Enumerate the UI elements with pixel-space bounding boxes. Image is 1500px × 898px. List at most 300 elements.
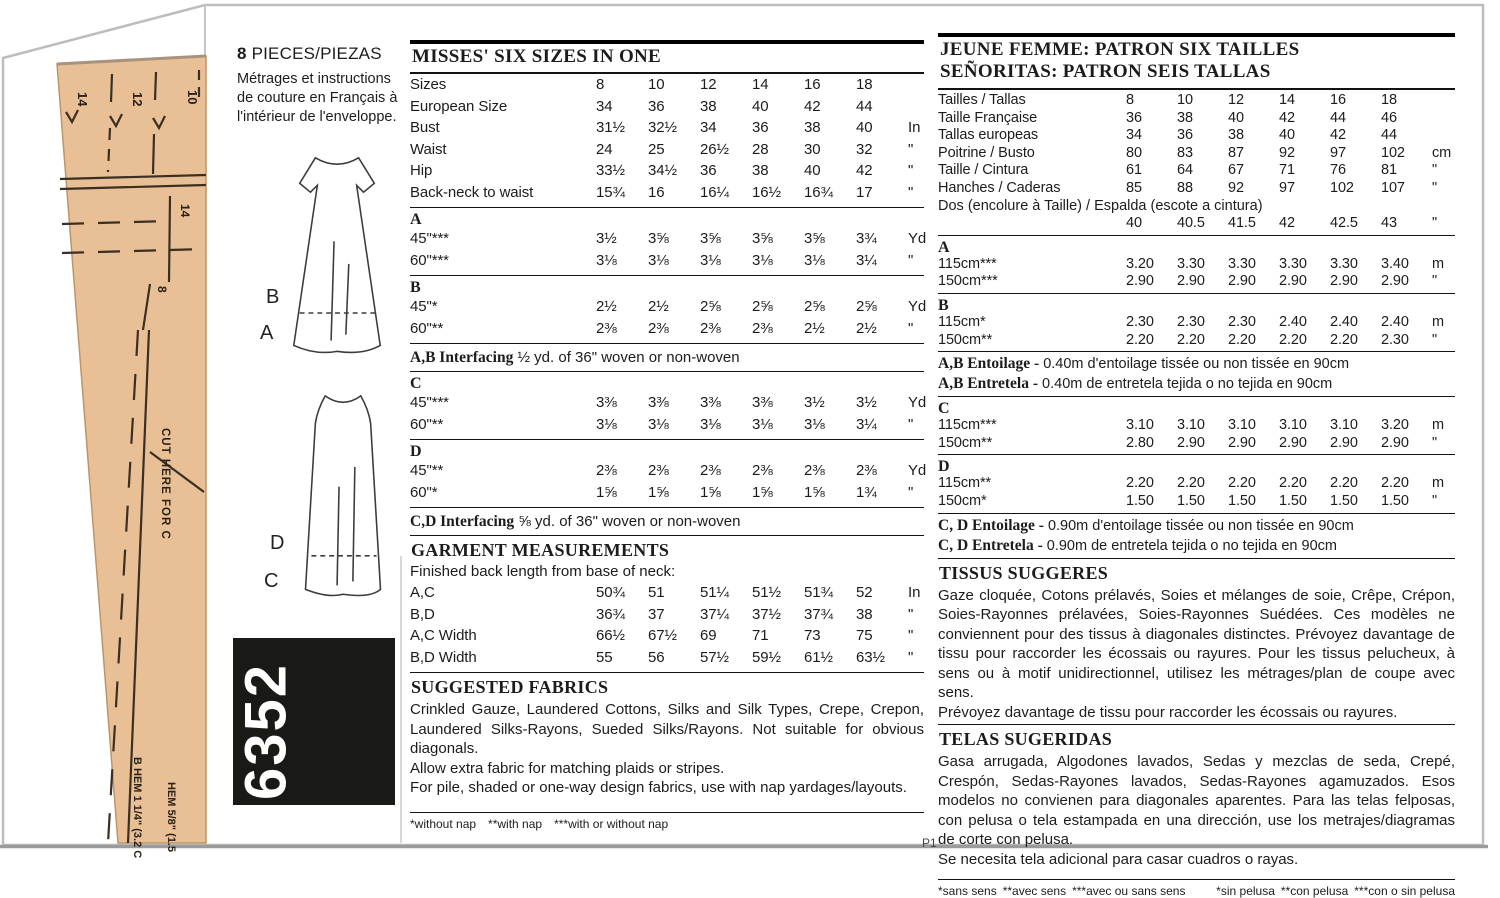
view-section-name: C (410, 375, 422, 392)
view-section-name: B (938, 296, 949, 314)
row-value: 92 (1279, 144, 1295, 161)
row-value: 59½ (752, 648, 781, 666)
row-unit: " (1432, 162, 1438, 179)
intl-footnotes (938, 884, 1455, 898)
row-value: 36 (648, 97, 665, 115)
row-value: 40 (804, 162, 821, 179)
table-row (410, 606, 924, 628)
interfacing-ab-lead: A,B Interfacing (410, 349, 514, 366)
row-value: 2.40 (1279, 313, 1307, 330)
row-label: Hip (410, 162, 433, 179)
row-value: 1.50 (1126, 492, 1154, 509)
table-row (938, 110, 1455, 128)
table-row (410, 649, 924, 671)
row-value: 1⅝ (752, 483, 773, 501)
pattern-number: 6352 (233, 662, 299, 801)
metric-table-c (938, 417, 1455, 452)
telas-sugeridas-title: TELAS SUGERIDAS (939, 729, 1113, 749)
row-unit: " (908, 183, 914, 201)
row-value: 3⅛ (700, 251, 721, 269)
telas-sugeridas-body: Gasa arrugada, Algodones lavados, Sedas y mezclas de seda, Crepé, Crespón, Sedas-Rayones lavados, Sedas-Rayones agamuzados. Esos modelos no convienen para diagonales aparentes. Para las telas felposas, con pelusa o tela estampada en una dirección, use los metrajes/diagramas de corte con pelusa. (938, 753, 1455, 848)
size-table (410, 76, 924, 205)
row-value: 16 (648, 183, 665, 201)
table-row (410, 162, 924, 184)
table-row (410, 584, 924, 606)
row-value: 38 (752, 162, 769, 179)
row-value: 2.40 (1330, 313, 1358, 330)
row-value: 2.20 (1228, 331, 1256, 348)
row-value: 51¾ (804, 584, 833, 601)
tissue-paper (57, 56, 206, 843)
row-value: 1⅝ (648, 483, 669, 501)
row-label: 115cm*** (938, 255, 997, 272)
row-value: 10 (1177, 92, 1193, 108)
yardage-table-d (410, 462, 927, 505)
row-value: 40 (1279, 127, 1295, 144)
row-value: 51¼ (700, 584, 729, 601)
row-value: 66½ (596, 627, 625, 644)
row-unit: " (1432, 273, 1438, 290)
tissus-suggeres-body: Gaze cloquée, Cotons prélavés, Soies et mélanges de soie, Crêpe, Crépon, Soies-Rayonnes prélavées, Soies-Rayonnes Suédées. Ces modèles ne conviennent pour des tissus à diagonales distinctes. Prévoyez davantage de tissu pour raccorder les écossais ou rayures. Pour les tissus pelucheux, à sens ou à motif unidirectionnel, utilisez les métrages/plan de coupe avec sens. (938, 586, 1455, 701)
row-value: 10 (648, 76, 665, 93)
entoilage-cd-rest: 0.90m d'entoilage tissée ou non tissée en 90cm (1043, 517, 1354, 534)
tissue-size-number: 12 (130, 92, 145, 107)
row-value: 14 (752, 76, 769, 93)
footnote-es: *sin pelusa **con pelusa ***con o sin pelusa (1216, 884, 1455, 898)
row-unit: " (1432, 331, 1438, 348)
row-value: 2.20 (1330, 331, 1358, 348)
row-unit: Yd (908, 230, 927, 247)
row-value: 3⅜ (648, 394, 669, 411)
row-value: 71 (1279, 162, 1295, 179)
row-value: 2.90 (1228, 273, 1256, 290)
row-value: 17 (856, 183, 873, 201)
row-label: 60"** (410, 415, 444, 433)
row-value: 2.30 (1228, 313, 1256, 330)
row-value: 61 (1126, 162, 1142, 179)
row-value: 44 (1330, 109, 1346, 126)
interfacing-ab-line (410, 346, 924, 369)
row-value: 44 (856, 97, 873, 115)
row-unit: " (908, 648, 914, 666)
row-value: 3.20 (1381, 417, 1409, 434)
intl-title (938, 38, 1455, 87)
row-value: 42 (1279, 109, 1295, 126)
row-value: 42 (1279, 215, 1295, 232)
table-row (410, 484, 924, 506)
intl-title-es: SEÑORITAS: PATRON SEIS TALLAS (940, 61, 1271, 82)
dress-illustration-ab (278, 148, 396, 370)
intl-measurements-column (938, 33, 1455, 898)
divider (410, 72, 924, 74)
row-value: 1⅝ (700, 483, 721, 501)
row-value: 71 (752, 627, 769, 644)
tissus-suggeres-line2: Prévoyez davantage de tissu pour raccorder les écossais ou rayures. (938, 703, 1398, 721)
row-value: 36 (752, 119, 769, 136)
row-value: 28 (752, 140, 769, 158)
row-value: 2.20 (1279, 475, 1307, 492)
row-value: 2.30 (1381, 331, 1409, 348)
divider (938, 351, 1455, 352)
row-value: 34 (1126, 127, 1142, 144)
table-row (938, 332, 1455, 350)
row-value: 34 (700, 119, 717, 136)
row-unit: " (1432, 179, 1438, 196)
view-label-d: D (270, 532, 285, 554)
row-value: 56 (648, 648, 665, 666)
row-label: 115cm* (938, 313, 986, 330)
row-label: Tailles / Tallas (938, 92, 1026, 108)
row-value: 3⅛ (648, 415, 669, 433)
view-section-name: A (938, 238, 950, 256)
row-value: 69 (700, 627, 717, 644)
row-unit: " (1432, 434, 1438, 451)
row-value: 32 (856, 140, 873, 158)
row-value: 42 (1330, 127, 1346, 144)
table-row (938, 314, 1455, 332)
row-value: 1⅝ (804, 483, 825, 501)
table-row (938, 162, 1455, 180)
row-label: 45"*** (410, 230, 449, 247)
footnote-fr: *sans sens **avec sens ***avec ou sans sens (938, 884, 1186, 898)
row-value: 1.50 (1177, 492, 1205, 509)
divider (410, 812, 924, 813)
row-label: 60"*** (410, 251, 449, 269)
row-value: 38 (856, 605, 873, 623)
row-value: 42 (856, 162, 873, 179)
entoilage-ab-rest: 0.40m d'entoilage tissée ou non tissée en 90cm (1039, 356, 1350, 373)
row-unit: " (1432, 492, 1438, 509)
row-label: Taille Française (938, 109, 1038, 126)
row-value: 2½ (856, 319, 877, 337)
row-value: 42.5 (1330, 215, 1358, 232)
row-value: 2⅜ (856, 462, 877, 479)
entretela-ab-line (938, 374, 1455, 394)
row-value: 16¼ (700, 183, 729, 201)
row-value: 41.5 (1228, 215, 1256, 232)
row-value: 3.30 (1228, 255, 1256, 272)
row-value: 16 (1330, 92, 1346, 108)
view-label-c: C (264, 570, 279, 592)
row-value: 2⅜ (804, 462, 825, 479)
entretela-ab-rest: 0.40m de entretela tejida o no tejida en 90cm (1038, 376, 1333, 393)
row-value: 76 (1330, 162, 1346, 179)
row-value: 46 (1381, 109, 1397, 126)
table-row (410, 298, 927, 320)
tissue-hem-label: HEM 5/8" (1.5 (165, 782, 177, 853)
entretela-cd-lead: C, D Entretela - (938, 536, 1043, 554)
divider (938, 293, 1455, 294)
row-value: 1¾ (856, 483, 877, 501)
row-value: 2⅜ (596, 319, 617, 337)
row-unit: " (908, 627, 914, 644)
row-value: 2.80 (1126, 434, 1154, 451)
row-value: 40 (1126, 215, 1142, 232)
row-unit: Yd (908, 298, 927, 315)
tissue-cut-label: CUT HERE FOR C (159, 428, 171, 540)
row-value: 2.20 (1279, 331, 1307, 348)
row-value: 2⅜ (700, 462, 721, 479)
pieces-count: 8 (237, 44, 247, 63)
tissus-suggeres-title: TISSUS SUGGERES (939, 562, 1109, 583)
page-marker: P1 (922, 836, 937, 850)
row-label: 150cm** (938, 331, 993, 348)
suggested-fabrics-line2: Allow extra fabric for matching plaids or stripes. (410, 759, 725, 777)
row-value: 3.10 (1126, 417, 1154, 434)
row-value: 3¼ (856, 251, 877, 269)
row-value: 2.90 (1330, 434, 1358, 451)
divider (938, 235, 1455, 236)
suggested-fabrics-title: SUGGESTED FABRICS (411, 677, 609, 697)
row-value: 97 (1330, 144, 1346, 161)
row-unit: " (908, 483, 914, 501)
divider (410, 439, 924, 440)
row-value: 31½ (596, 119, 625, 136)
row-value: 50¾ (596, 584, 625, 601)
interfacing-ab-rest: ½ yd. of 36" woven or non-woven (513, 349, 740, 366)
suggested-fabrics-line3: For pile, shaded or one-way design fabrics, use with nap yardages/layouts. (410, 779, 907, 796)
row-value: 2½ (596, 298, 617, 315)
row-value: 2.90 (1126, 273, 1154, 290)
row-value: 3.10 (1330, 417, 1358, 434)
row-value: 16½ (752, 183, 781, 201)
suggested-fabrics-body: Crinkled Gauze, Laundered Cottons, Silks and Silk Types, Crepe, Crepon, Laundered Silks-Rayons, Sueded Silks/Rayons. Not suitable for obvious diagonals. (410, 701, 924, 757)
divider (938, 33, 1455, 37)
row-value: 26½ (700, 140, 729, 158)
row-unit: " (908, 140, 914, 158)
garment-measurements-title: GARMENT MEASUREMENTS (411, 540, 670, 560)
row-value: 36¾ (596, 605, 625, 623)
row-value: 37½ (752, 605, 781, 623)
row-value: 3⅛ (804, 251, 825, 269)
row-value: 3⅝ (648, 230, 669, 247)
pieces-count-line (237, 44, 382, 64)
pattern-number-block (233, 638, 395, 805)
intl-size-table (938, 92, 1455, 198)
tissue-size-number: 8 (155, 286, 169, 293)
row-unit: " (908, 605, 914, 623)
divider (938, 88, 1455, 90)
divider (938, 724, 1455, 725)
divider (938, 396, 1455, 397)
row-value: 25 (648, 140, 665, 158)
row-value: 57½ (700, 648, 729, 666)
divider (410, 672, 924, 673)
row-value: 80 (1126, 144, 1142, 161)
row-value: 67½ (648, 627, 677, 644)
row-value: 3⅛ (804, 415, 825, 433)
row-value: 2⅜ (648, 462, 669, 479)
nap-footnote-text: *without nap **with nap ***with or without nap (410, 816, 669, 831)
table-row (410, 230, 927, 252)
view-section-name: D (410, 443, 422, 460)
table-row (410, 320, 924, 342)
entretela-cd-rest: 0.90m de entretela tejida o no tejida en 90cm (1042, 537, 1337, 554)
row-value: 97 (1279, 179, 1295, 196)
row-value: 2.20 (1126, 331, 1154, 348)
row-value: 2.20 (1177, 331, 1205, 348)
row-label: 60"* (410, 483, 438, 501)
row-value: 2.90 (1279, 434, 1307, 451)
entretela-ab-lead: A,B Entretela - (938, 375, 1039, 393)
row-value: 2⅝ (856, 298, 877, 315)
divider (410, 40, 924, 44)
row-value: 1.50 (1279, 492, 1307, 509)
row-value: 1.50 (1330, 492, 1358, 509)
row-value: 2.30 (1177, 313, 1205, 330)
row-value: 3⅜ (752, 394, 773, 411)
row-unit: " (1432, 215, 1438, 232)
row-value: 3.30 (1279, 255, 1307, 272)
row-label: 115cm** (938, 475, 992, 492)
row-value: 2.90 (1228, 434, 1256, 451)
interfacing-cd-rest: ⅝ yd. of 36" woven or non-woven (514, 513, 741, 530)
row-value: 2⅜ (700, 319, 721, 337)
row-value: 81 (1381, 162, 1397, 179)
view-section-name: B (410, 279, 421, 296)
table-row (410, 252, 924, 274)
row-label: Back-neck to waist (410, 183, 534, 201)
row-value: 40 (1228, 109, 1244, 126)
pieces-label: PIECES/PIEZAS (251, 44, 382, 63)
divider (938, 558, 1455, 559)
row-value: 3½ (856, 394, 877, 411)
row-value: 2½ (804, 319, 825, 337)
row-label: 150cm** (938, 434, 993, 451)
row-value: 107 (1381, 179, 1405, 196)
table-row (938, 92, 1455, 110)
row-value: 3⅛ (596, 415, 617, 433)
row-unit: In (908, 584, 921, 601)
row-unit: " (908, 251, 914, 269)
row-label: 45"* (410, 298, 438, 315)
view-section-name: D (938, 458, 950, 476)
row-value: 43 (1381, 215, 1397, 232)
row-value: 3⅛ (700, 415, 721, 433)
view-section-name: A (410, 211, 422, 228)
row-value: 34 (596, 97, 613, 115)
row-value: 36 (1126, 109, 1142, 126)
row-label: B,D (410, 605, 435, 623)
telas-sugeridas-line2: Se necesita tela adicional para casar cuadros o rayas. (938, 850, 1299, 868)
row-value: 2⅝ (804, 298, 825, 315)
row-value: 61½ (804, 648, 833, 666)
row-value: 85 (1126, 179, 1142, 196)
row-unit: Yd (908, 462, 927, 479)
row-value: 16¾ (804, 183, 833, 201)
row-value: 3¼ (856, 415, 877, 433)
row-value: 2.20 (1177, 475, 1205, 492)
interfacing-cd-lead: C,D Interfacing (410, 513, 515, 530)
table-row (410, 394, 927, 416)
row-value: 2⅜ (752, 319, 773, 337)
row-label: Taille / Cintura (938, 162, 1029, 179)
row-value: 12 (1228, 92, 1244, 108)
table-row (410, 76, 924, 98)
table-row (938, 273, 1455, 291)
table-row (410, 627, 924, 649)
row-value: 36 (700, 162, 717, 179)
entoilage-cd-lead: C, D Entoilage - (938, 516, 1044, 534)
entoilage-ab-line (938, 354, 1455, 374)
english-title: MISSES' SIX SIZES IN ONE (412, 46, 662, 67)
row-value: 3.30 (1330, 255, 1358, 272)
entretela-cd-line (938, 536, 1455, 556)
divider (410, 507, 924, 508)
row-value: 2.30 (1126, 313, 1154, 330)
row-value: 15¾ (596, 183, 625, 201)
row-value: 38 (804, 119, 821, 136)
row-label: 115cm*** (938, 417, 997, 434)
table-row (938, 215, 1455, 233)
row-value: 2⅝ (752, 298, 773, 315)
row-value: 2.90 (1330, 273, 1358, 290)
row-value: 63½ (856, 648, 885, 666)
row-unit: cm (1432, 144, 1452, 161)
garment-table (410, 584, 924, 670)
row-unit: " (908, 319, 914, 337)
row-label: 150cm* (938, 492, 987, 509)
row-value: 2.20 (1126, 475, 1154, 492)
row-value: 3⅜ (596, 394, 617, 411)
row-label: Hanches / Caderas (938, 179, 1061, 196)
divider (938, 454, 1455, 455)
row-unit: m (1432, 313, 1444, 330)
view-label-a: A (260, 322, 274, 344)
row-label: 60"** (410, 319, 444, 337)
row-value: 12 (700, 76, 717, 93)
row-value: 2.90 (1177, 434, 1205, 451)
row-unit: Yd (908, 394, 927, 411)
row-unit: m (1432, 417, 1444, 434)
row-label: B,D Width (410, 648, 477, 666)
row-value: 83 (1177, 144, 1193, 161)
row-value: 18 (856, 76, 873, 93)
table-row (410, 416, 924, 438)
tissue-size-number: 14 (75, 92, 90, 107)
row-value: 16 (804, 76, 821, 93)
row-value: 32½ (648, 119, 677, 136)
table-row (410, 141, 924, 163)
row-value: 3.20 (1126, 255, 1154, 272)
row-value: 52 (856, 584, 873, 601)
row-value: 8 (596, 76, 605, 93)
entoilage-cd-line (938, 516, 1455, 536)
divider (410, 275, 924, 276)
row-value: 102 (1330, 179, 1354, 196)
row-value: 2.20 (1330, 475, 1358, 492)
row-label: Sizes (410, 76, 447, 93)
row-value: 2.20 (1381, 475, 1409, 492)
row-value: 3.40 (1381, 255, 1409, 272)
row-value: 40 (856, 119, 873, 136)
yardage-table-c (410, 394, 927, 437)
tissue-size-number: 14 (178, 204, 192, 218)
row-unit: " (908, 415, 914, 433)
row-value: 34½ (648, 162, 677, 179)
row-label: Waist (410, 140, 447, 158)
table-row (410, 119, 924, 141)
row-value: 51½ (752, 584, 781, 601)
row-label: A,C Width (410, 627, 477, 644)
row-value: 3½ (804, 394, 825, 411)
row-value: 51 (648, 584, 665, 601)
row-label: European Size (410, 97, 508, 115)
row-value: 2⅜ (596, 462, 617, 479)
metric-table-b (938, 314, 1455, 349)
table-row (938, 493, 1455, 511)
table-row (410, 184, 924, 206)
